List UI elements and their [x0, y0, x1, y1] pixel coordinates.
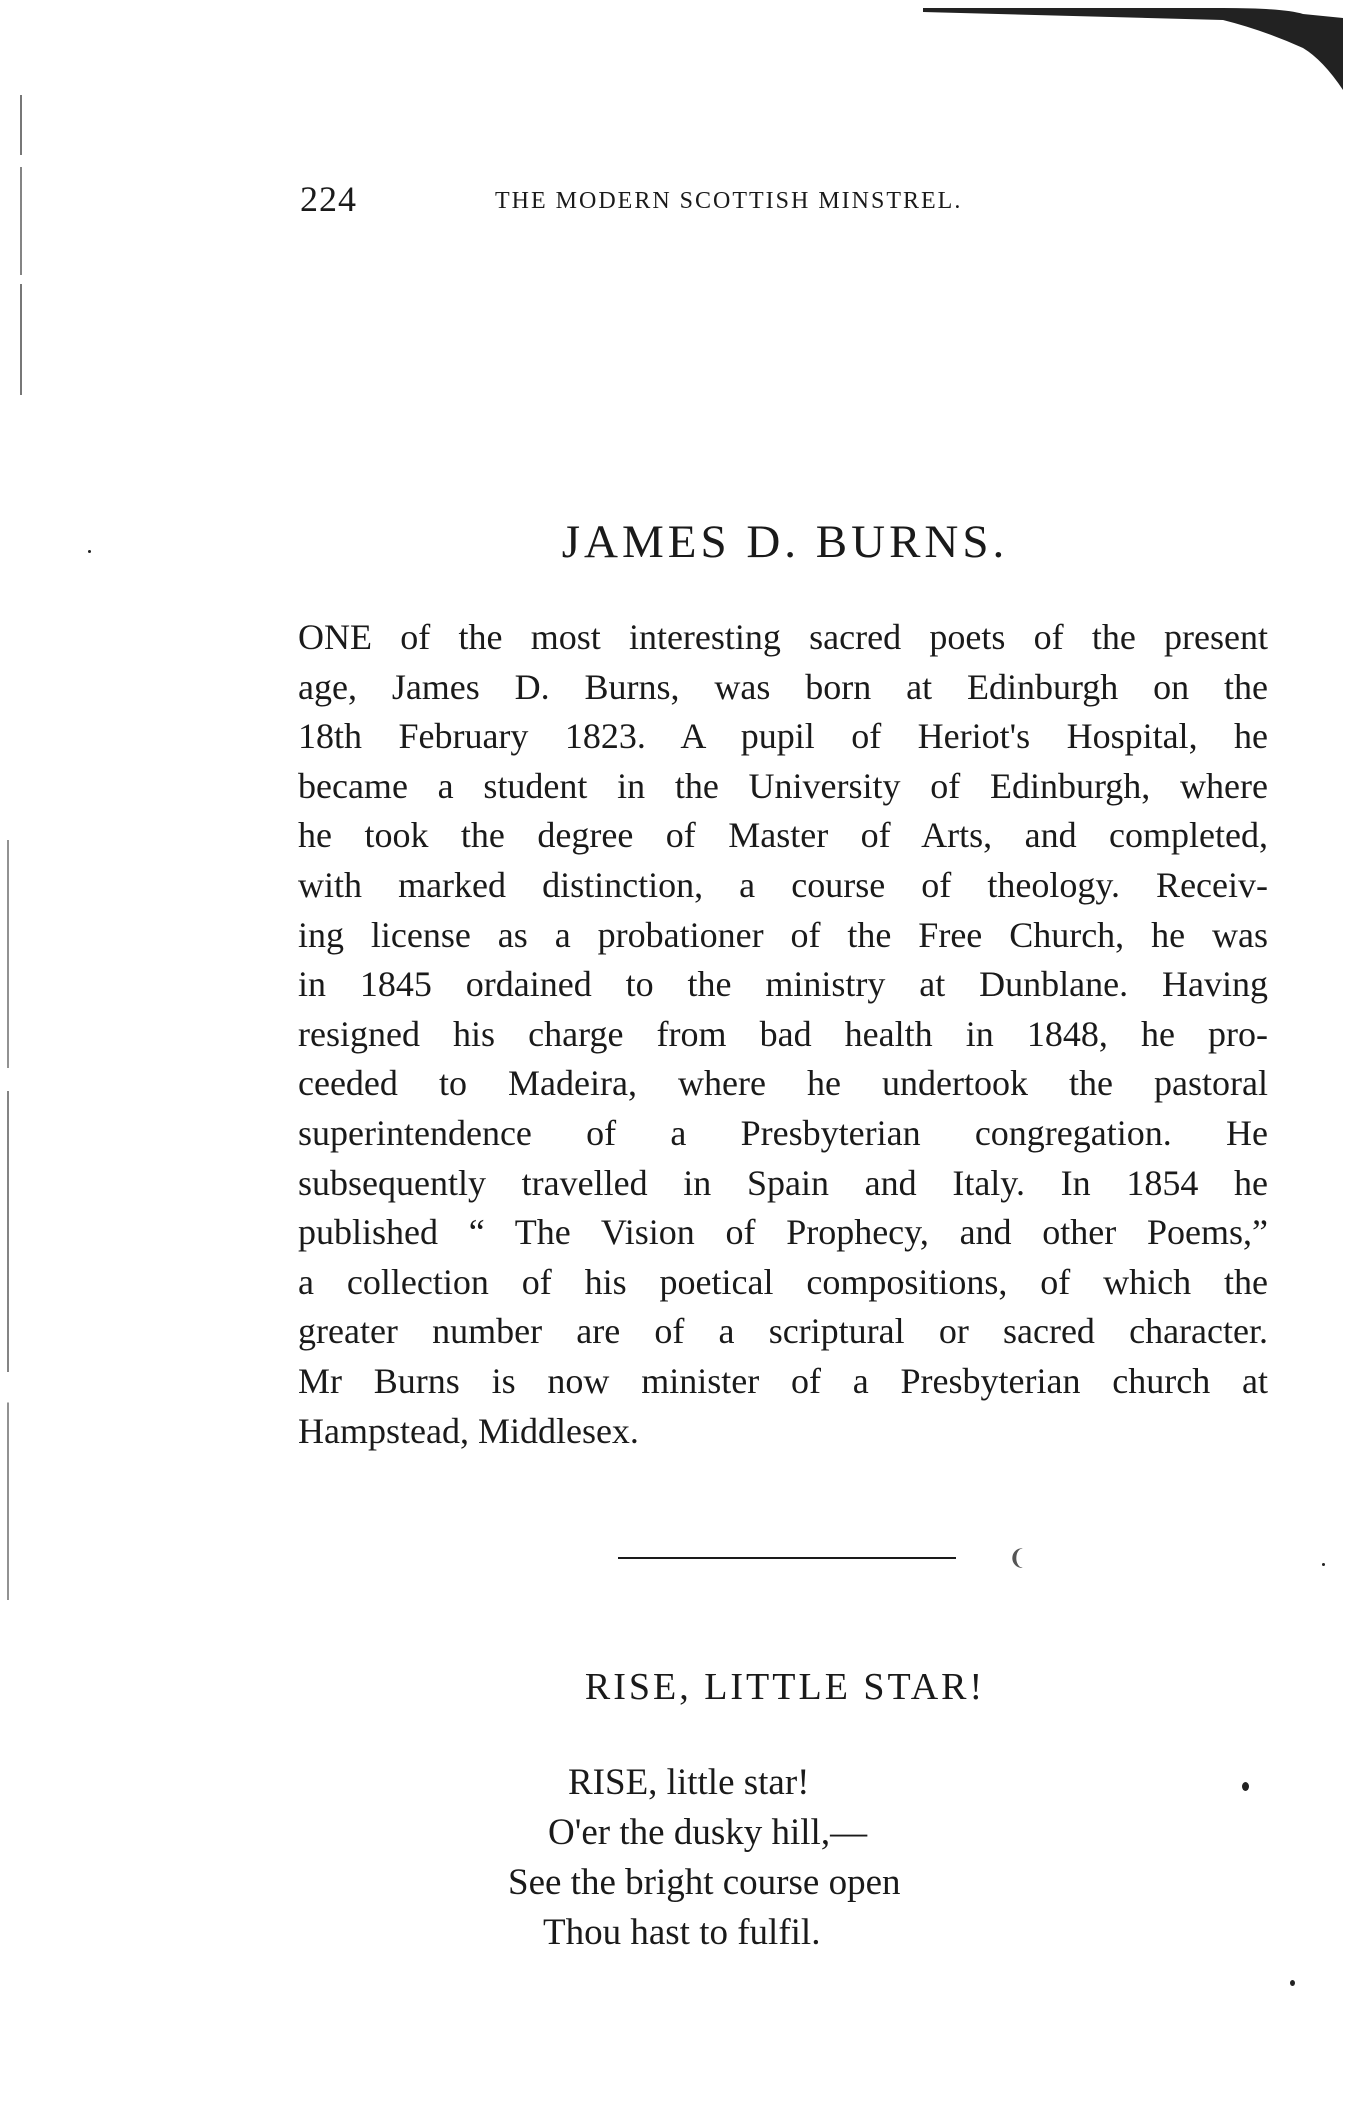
- scan-edge-mark: [20, 95, 22, 395]
- scan-corner-shadow: [923, 0, 1343, 90]
- bio-line: age, James D. Burns, was born at Edinburgh on the: [298, 666, 1268, 707]
- bio-line: ONE of the most interesting sacred poets of the present: [298, 617, 1268, 657]
- scan-edge-mark: [7, 840, 9, 1600]
- bio-line: with marked distinction, a course of theology. Receiv-: [298, 864, 1268, 905]
- ink-speck: [1242, 1782, 1249, 1791]
- bio-line: became a student in the University of Edinburgh, where: [298, 765, 1268, 806]
- ink-blot-mark: ❨: [1008, 1545, 1027, 1570]
- poem-line: See the bright course open: [508, 1862, 901, 1903]
- biography-paragraph: [298, 613, 1268, 1456]
- section-divider-rule: [618, 1557, 956, 1559]
- bio-line: subsequently travelled in Spain and Italy. In 1854 he: [298, 1162, 1268, 1203]
- page-number: 224: [300, 179, 357, 219]
- ink-speck: [1322, 1563, 1325, 1566]
- poem-line: Thou hast to fulfil.: [543, 1912, 821, 1953]
- article-title: JAMES D. BURNS.: [561, 516, 1009, 568]
- poem-line: RISE, little star!: [568, 1762, 810, 1803]
- poem-title: RISE, LITTLE STAR!: [584, 1666, 986, 1708]
- bio-line: ing license as a probationer of the Free Church, he was: [298, 914, 1268, 955]
- bio-line: superintendence of a Presbyterian congregation. He: [298, 1112, 1268, 1153]
- bio-line: Hampstead, Middlesex.: [298, 1410, 639, 1451]
- poem-stanza: [400, 1758, 1200, 1958]
- ink-speck: [88, 550, 91, 553]
- bio-line: greater number are of a scriptural or sacred character.: [298, 1311, 1268, 1352]
- bio-line: he took the degree of Master of Arts, and completed,: [298, 815, 1268, 856]
- bio-line: 18th February 1823. A pupil of Heriot's Hospital, he: [298, 716, 1268, 757]
- bio-line: ceeded to Madeira, where he undertook the pastoral: [298, 1063, 1268, 1104]
- poem-line: O'er the dusky hill,—: [548, 1812, 868, 1853]
- bio-line: published “ The Vision of Prophecy, and other Poems,”: [298, 1212, 1268, 1253]
- running-head-title: THE MODERN SCOTTISH MINSTREL.: [495, 188, 963, 214]
- bio-line: resigned his charge from bad health in 1848, he pro-: [298, 1013, 1268, 1054]
- running-head: [300, 178, 1120, 228]
- bio-line: in 1845 ordained to the ministry at Dunblane. Having: [298, 964, 1268, 1005]
- bio-line: a collection of his poetical compositions, of which the: [298, 1261, 1268, 1302]
- ink-speck: [1290, 1980, 1295, 1986]
- bio-line: Mr Burns is now minister of a Presbyterian church at: [298, 1360, 1268, 1401]
